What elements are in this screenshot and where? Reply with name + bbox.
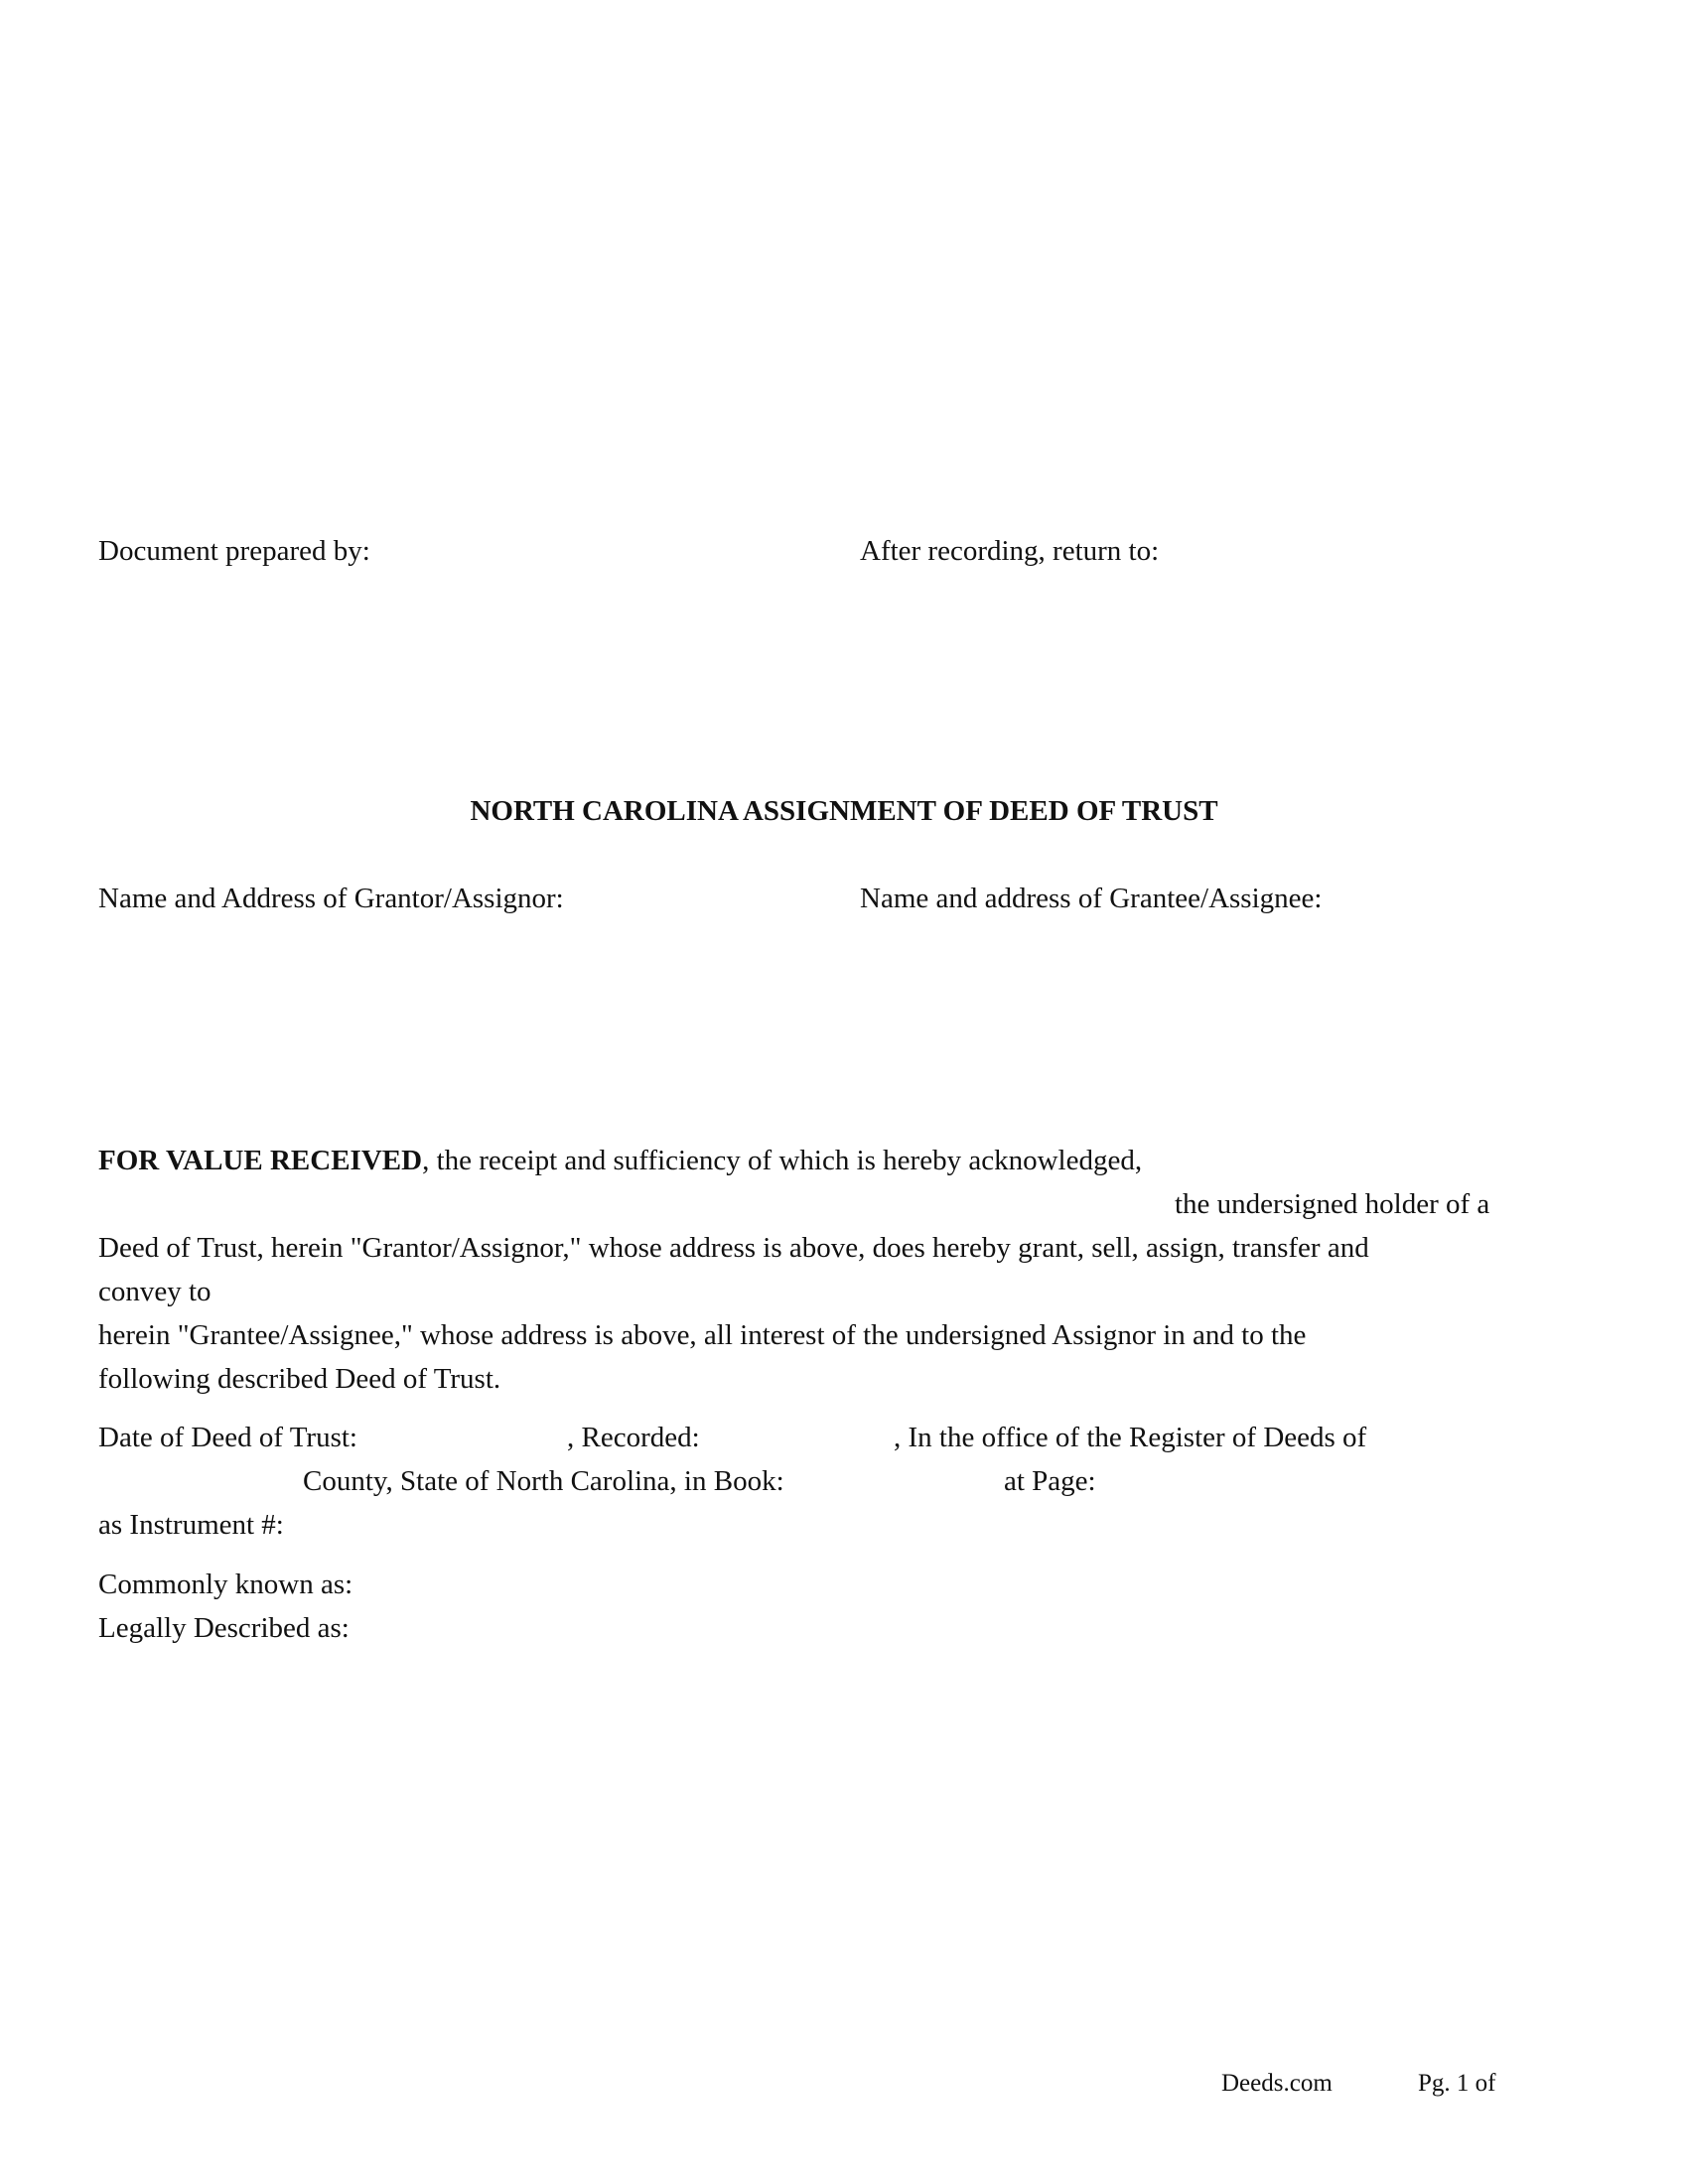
instrument-label: as Instrument #:: [98, 1509, 284, 1541]
commonly-known-label: Commonly known as:: [98, 1569, 353, 1600]
grantor-label: Name and Address of Grantor/Assignor:: [98, 883, 564, 914]
body-line-4: convey to: [98, 1276, 211, 1307]
body-line-2: the undersigned holder of a: [1175, 1188, 1490, 1220]
footer-page-number: Pg. 1 of: [1418, 2070, 1496, 2097]
document-title: NORTH CAROLINA ASSIGNMENT OF DEED OF TRUST: [470, 795, 1218, 827]
body-line-3: Deed of Trust, herein "Grantor/Assignor," whose address is above, does hereby grant, sell, assign, transfer and: [98, 1232, 1369, 1264]
body-line-6: following described Deed of Trust.: [98, 1363, 501, 1395]
footer-source: Deeds.com: [1221, 2070, 1333, 2097]
body-line-1-text: , the receipt and sufficiency of which is hereby acknowledged,: [422, 1145, 1143, 1176]
county-book-label: County, State of North Carolina, in Book:: [303, 1465, 784, 1497]
legal-description-label: Legally Described as:: [98, 1612, 350, 1644]
grantee-label: Name and address of Grantee/Assignee:: [860, 883, 1323, 914]
body-line-5: herein "Grantee/Assignee," whose address is above, all interest of the undersigned Assignor in and to the: [98, 1319, 1307, 1351]
deed-date-label: Date of Deed of Trust:: [98, 1422, 357, 1453]
register-office-label: , In the office of the Register of Deeds of: [894, 1422, 1367, 1453]
return-to-label: After recording, return to:: [860, 535, 1160, 567]
value-received-heading: FOR VALUE RECEIVED: [98, 1145, 423, 1176]
prepared-by-label: Document prepared by:: [98, 535, 370, 567]
recorded-label: , Recorded:: [567, 1422, 700, 1453]
page-label: at Page:: [1004, 1465, 1096, 1497]
body-line-1: [98, 1147, 1142, 1175]
